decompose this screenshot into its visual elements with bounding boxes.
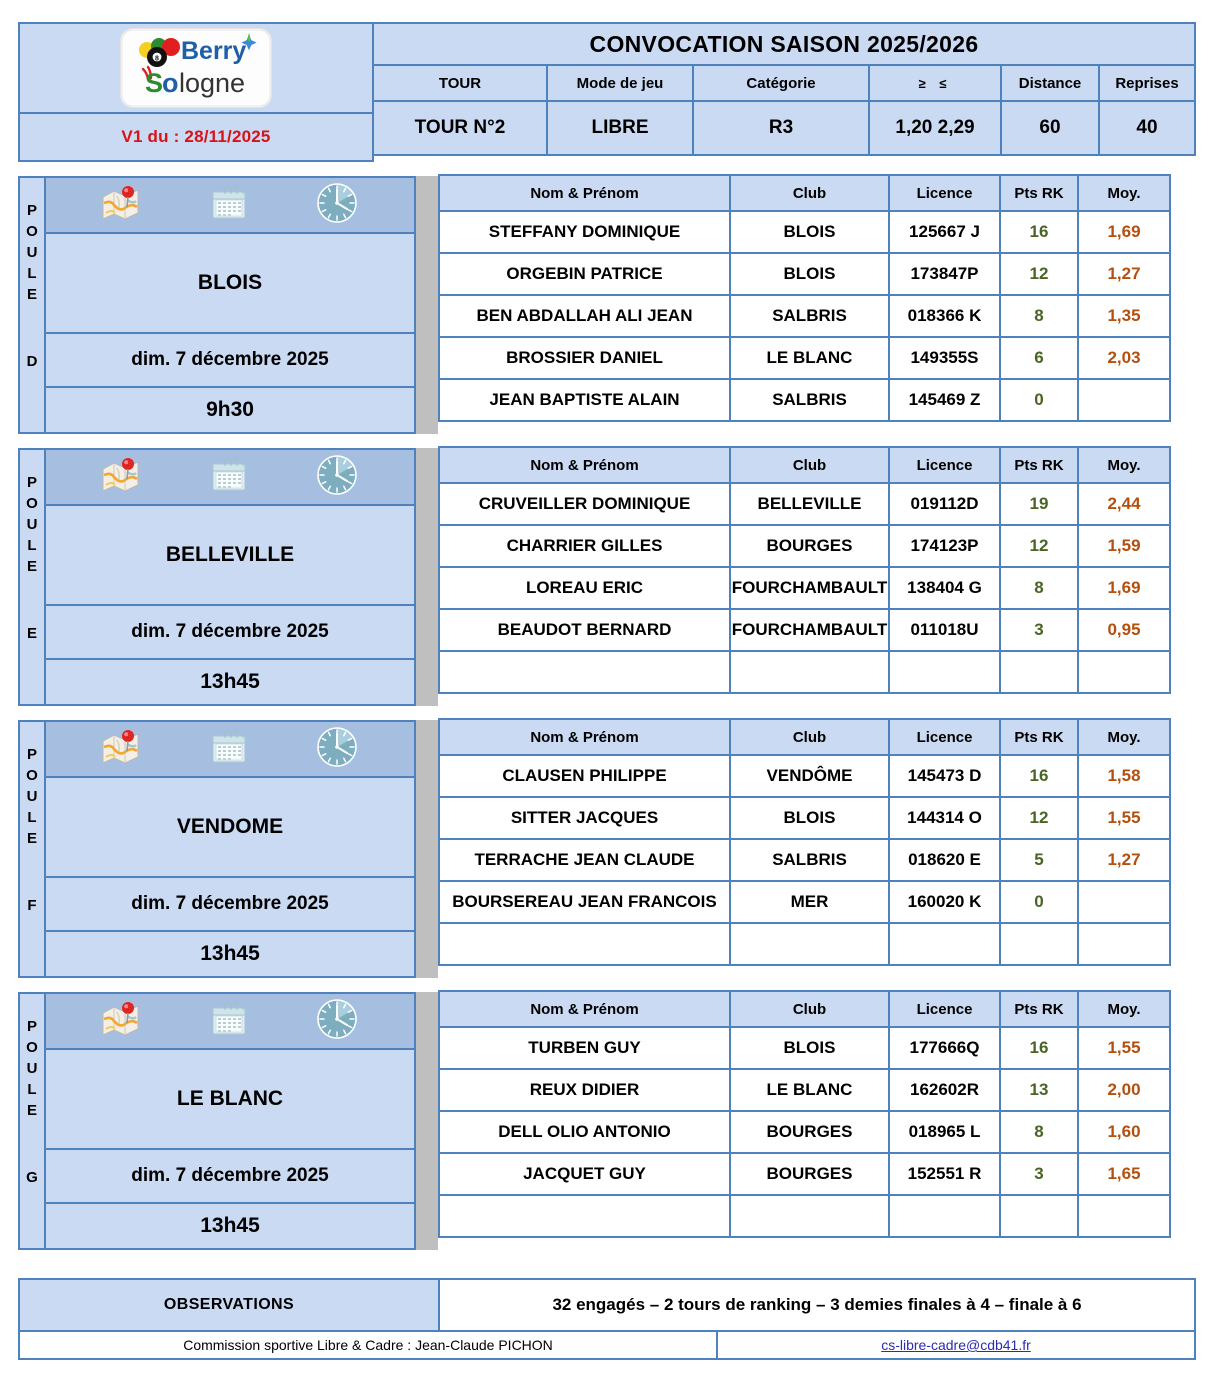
poules-container — [0, 176, 1214, 1264]
cell-nom — [438, 922, 731, 966]
poule-letters-column — [18, 448, 44, 706]
svg-text:logne: logne — [179, 68, 246, 98]
cell-pts: 3 — [999, 1152, 1079, 1196]
poule-date: dim. 7 décembre 2025 — [44, 334, 416, 388]
poule-letter: F — [27, 897, 37, 914]
cell-moy — [1077, 650, 1171, 694]
header-value-mode: LIBRE — [546, 100, 694, 156]
cell-club: BLOIS — [729, 252, 890, 296]
poule-info-column — [44, 448, 416, 706]
footer-commission: Commission sportive Libre & Cadre : Jean-Claude PICHON — [18, 1332, 718, 1360]
players-header-club: Club — [729, 446, 890, 484]
logo-cell — [18, 22, 374, 114]
cell-licence: 018965 L — [888, 1110, 1001, 1154]
cell-nom: ORGEBIN PATRICE — [438, 252, 731, 296]
cell-club — [729, 650, 890, 694]
players-table — [438, 176, 1196, 434]
cell-moy: 1,27 — [1077, 838, 1171, 882]
table-row[interactable] — [438, 484, 1196, 526]
poule-word: P O U L E — [26, 474, 38, 575]
players-header-moy: Moy. — [1077, 446, 1171, 484]
table-row[interactable] — [438, 568, 1196, 610]
cell-licence: 019112D — [888, 482, 1001, 526]
clock-icon — [314, 996, 360, 1047]
header-value-tour: TOUR N°2 — [372, 100, 548, 156]
cell-club: BOURGES — [729, 1152, 890, 1196]
table-row[interactable] — [438, 840, 1196, 882]
table-row[interactable] — [438, 882, 1196, 924]
svg-text:8: 8 — [155, 55, 159, 63]
players-header-pts: Pts RK — [999, 718, 1079, 756]
map-pin-icon — [100, 727, 144, 772]
poule-letter: E — [26, 625, 37, 642]
cell-pts — [999, 650, 1079, 694]
players-table — [438, 448, 1196, 706]
poule-time: 13h45 — [44, 660, 416, 706]
cell-nom: DELL OLIO ANTONIO — [438, 1110, 731, 1154]
cell-pts: 0 — [999, 880, 1079, 924]
poule-venue: VENDOME — [44, 778, 416, 878]
cell-licence: 011018U — [888, 608, 1001, 652]
cell-club: BOURGES — [729, 524, 890, 568]
poule-venue: BLOIS — [44, 234, 416, 334]
cell-moy: 1,59 — [1077, 524, 1171, 568]
players-header-moy: Moy. — [1077, 990, 1171, 1028]
table-row[interactable] — [438, 526, 1196, 568]
players-header-club: Club — [729, 718, 890, 756]
section-divider — [416, 176, 438, 434]
cell-pts: 5 — [999, 838, 1079, 882]
cell-nom: BROSSIER DANIEL — [438, 336, 731, 380]
cell-pts: 13 — [999, 1068, 1079, 1112]
cell-licence: 138404 G — [888, 566, 1001, 610]
clock-icon — [314, 452, 360, 503]
cell-licence: 144314 O — [888, 796, 1001, 840]
cell-nom: REUX DIDIER — [438, 1068, 731, 1112]
cell-moy: 2,03 — [1077, 336, 1171, 380]
cell-moy: 1,69 — [1077, 210, 1171, 254]
observations-row — [18, 1278, 1196, 1332]
players-header-pts: Pts RK — [999, 990, 1079, 1028]
table-row[interactable] — [438, 1070, 1196, 1112]
cell-moy: 1,60 — [1077, 1110, 1171, 1154]
cell-nom: JACQUET GUY — [438, 1152, 731, 1196]
observations-text: 32 engagés – 2 tours de ranking – 3 demies finales à 4 – finale à 6 — [440, 1278, 1196, 1332]
cell-pts: 16 — [999, 754, 1079, 798]
cell-club: BLOIS — [729, 796, 890, 840]
cell-licence: 174123P — [888, 524, 1001, 568]
cell-club: SALBRIS — [729, 378, 890, 422]
players-header-row — [438, 176, 1196, 212]
poule-block — [18, 992, 1196, 1250]
cell-licence: 173847P — [888, 252, 1001, 296]
header-label-mode: Mode de jeu — [546, 64, 694, 102]
players-header-nom: Nom & Prénom — [438, 446, 731, 484]
cell-club: MER — [729, 880, 890, 924]
svg-text:Berry: Berry — [181, 37, 247, 65]
players-header-row — [438, 992, 1196, 1028]
cell-nom — [438, 1194, 731, 1238]
players-header-row — [438, 720, 1196, 756]
section-divider — [416, 720, 438, 978]
poule-block — [18, 176, 1196, 434]
poule-info-column — [44, 720, 416, 978]
cell-moy: 0,95 — [1077, 608, 1171, 652]
cell-licence — [888, 650, 1001, 694]
cell-pts: 12 — [999, 524, 1079, 568]
cell-pts — [999, 922, 1079, 966]
table-row[interactable] — [438, 212, 1196, 254]
poule-date: dim. 7 décembre 2025 — [44, 606, 416, 660]
poule-word: P O U L E — [26, 202, 38, 303]
players-table — [438, 720, 1196, 978]
cell-nom: CLAUSEN PHILIPPE — [438, 754, 731, 798]
poule-icons-row — [44, 176, 416, 234]
cell-pts: 8 — [999, 566, 1079, 610]
cell-pts: 3 — [999, 608, 1079, 652]
svg-text:o: o — [162, 68, 179, 98]
poule-date: dim. 7 décembre 2025 — [44, 878, 416, 932]
cell-club — [729, 922, 890, 966]
header-column-labels — [372, 66, 1196, 102]
cell-moy: 1,27 — [1077, 252, 1171, 296]
table-row[interactable] — [438, 924, 1196, 966]
calendar-icon — [209, 183, 249, 228]
cell-pts: 16 — [999, 1026, 1079, 1070]
poule-word: P O U L E — [26, 1018, 38, 1119]
players-table — [438, 992, 1196, 1250]
cell-moy — [1077, 880, 1171, 924]
poule-letter: D — [26, 353, 38, 370]
header-label-categorie: Catégorie — [692, 64, 870, 102]
convocation-page — [0, 22, 1214, 1378]
cell-nom: TERRACHE JEAN CLAUDE — [438, 838, 731, 882]
poule-spacer — [0, 1250, 1214, 1264]
poule-block — [18, 720, 1196, 978]
header-value-minmax: 1,20 2,29 — [868, 100, 1002, 156]
cell-moy: 1,69 — [1077, 566, 1171, 610]
cell-pts: 12 — [999, 796, 1079, 840]
cell-club — [729, 1194, 890, 1238]
cell-moy: 1,65 — [1077, 1152, 1171, 1196]
cell-pts: 8 — [999, 1110, 1079, 1154]
cell-nom — [438, 650, 731, 694]
header-column-values — [372, 102, 1196, 156]
version-label: V1 du : 28/11/2025 — [18, 114, 374, 162]
header-value-distance: 60 — [1000, 100, 1100, 156]
cell-moy: 2,44 — [1077, 482, 1171, 526]
poule-block — [18, 448, 1196, 706]
cell-licence — [888, 922, 1001, 966]
table-row[interactable] — [438, 254, 1196, 296]
cell-pts: 12 — [999, 252, 1079, 296]
cell-club: BLOIS — [729, 1026, 890, 1070]
cell-pts: 6 — [999, 336, 1079, 380]
cell-licence: 162602R — [888, 1068, 1001, 1112]
cell-nom: STEFFANY DOMINIQUE — [438, 210, 731, 254]
map-pin-icon — [100, 455, 144, 500]
cell-licence: 160020 K — [888, 880, 1001, 924]
table-row[interactable] — [438, 652, 1196, 694]
cell-moy: 2,00 — [1077, 1068, 1171, 1112]
cell-nom: SITTER JACQUES — [438, 796, 731, 840]
cell-licence: 149355S — [888, 336, 1001, 380]
players-header-pts: Pts RK — [999, 174, 1079, 212]
cell-moy — [1077, 1194, 1171, 1238]
players-header-licence: Licence — [888, 174, 1001, 212]
table-row[interactable] — [438, 338, 1196, 380]
poule-word: P O U L E — [26, 746, 38, 847]
cell-moy: 1,35 — [1077, 294, 1171, 338]
players-header-pts: Pts RK — [999, 446, 1079, 484]
players-header-nom: Nom & Prénom — [438, 990, 731, 1028]
cell-licence: 177666Q — [888, 1026, 1001, 1070]
calendar-icon — [209, 455, 249, 500]
cell-nom: CHARRIER GILLES — [438, 524, 731, 568]
cell-nom: JEAN BAPTISTE ALAIN — [438, 378, 731, 422]
header-value-reprises: 40 — [1098, 100, 1196, 156]
cell-licence: 018366 K — [888, 294, 1001, 338]
cell-moy: 1,58 — [1077, 754, 1171, 798]
cell-club: SALBRIS — [729, 294, 890, 338]
logo-block — [18, 22, 374, 162]
cell-licence: 018620 E — [888, 838, 1001, 882]
cell-nom: TURBEN GUY — [438, 1026, 731, 1070]
header-value-categorie: R3 — [692, 100, 870, 156]
poule-letters-column — [18, 992, 44, 1250]
header-label-reprises: Reprises — [1098, 64, 1196, 102]
cell-pts: 19 — [999, 482, 1079, 526]
cell-nom: BEN ABDALLAH ALI JEAN — [438, 294, 731, 338]
poule-letter: G — [26, 1169, 38, 1186]
table-row[interactable] — [438, 610, 1196, 652]
header-label-tour: TOUR — [372, 64, 548, 102]
cell-pts: 8 — [999, 294, 1079, 338]
document-header — [18, 22, 1196, 162]
players-header-licence: Licence — [888, 446, 1001, 484]
header-label-minmax: ≥ ≤ — [918, 75, 952, 91]
cell-moy — [1077, 378, 1171, 422]
map-pin-icon — [100, 999, 144, 1044]
observations-label: OBSERVATIONS — [18, 1278, 440, 1332]
page-title: CONVOCATION SAISON 2025/2026 — [372, 22, 1196, 66]
cell-nom: LOREAU ERIC — [438, 566, 731, 610]
poule-time: 13h45 — [44, 932, 416, 978]
map-pin-icon — [100, 183, 144, 228]
section-divider — [416, 992, 438, 1250]
berry-sologne-logo-icon — [121, 29, 271, 107]
cell-pts — [999, 1194, 1079, 1238]
header-table — [372, 22, 1196, 162]
cell-moy — [1077, 922, 1171, 966]
poule-icons-row — [44, 992, 416, 1050]
section-divider — [416, 448, 438, 706]
cell-club: LE BLANC — [729, 336, 890, 380]
cell-nom: CRUVEILLER DOMINIQUE — [438, 482, 731, 526]
clock-icon — [314, 180, 360, 231]
cell-club: FOURCHAMBAULT — [729, 608, 890, 652]
table-row[interactable] — [438, 756, 1196, 798]
poule-info-column — [44, 176, 416, 434]
poule-info-column — [44, 992, 416, 1250]
calendar-icon — [209, 999, 249, 1044]
poule-time: 9h30 — [44, 388, 416, 434]
poule-venue: BELLEVILLE — [44, 506, 416, 606]
table-row[interactable] — [438, 1154, 1196, 1196]
table-row[interactable] — [438, 296, 1196, 338]
players-header-row — [438, 448, 1196, 484]
cell-licence: 125667 J — [888, 210, 1001, 254]
cell-club: BLOIS — [729, 210, 890, 254]
cell-pts: 16 — [999, 210, 1079, 254]
cell-licence: 145469 Z — [888, 378, 1001, 422]
cell-moy: 1,55 — [1077, 1026, 1171, 1070]
poule-letters-column — [18, 720, 44, 978]
poule-date: dim. 7 décembre 2025 — [44, 1150, 416, 1204]
svg-text:S: S — [145, 68, 164, 98]
players-header-moy: Moy. — [1077, 718, 1171, 756]
clock-icon — [314, 724, 360, 775]
table-row[interactable] — [438, 380, 1196, 422]
cell-club: FOURCHAMBAULT — [729, 566, 890, 610]
players-header-club: Club — [729, 990, 890, 1028]
cell-club: SALBRIS — [729, 838, 890, 882]
players-header-nom: Nom & Prénom — [438, 718, 731, 756]
table-row[interactable] — [438, 1112, 1196, 1154]
players-header-nom: Nom & Prénom — [438, 174, 731, 212]
table-row[interactable] — [438, 798, 1196, 840]
cell-pts: 0 — [999, 378, 1079, 422]
players-header-licence: Licence — [888, 718, 1001, 756]
cell-club: LE BLANC — [729, 1068, 890, 1112]
poule-venue: LE BLANC — [44, 1050, 416, 1150]
cell-nom: BOURSEREAU JEAN FRANCOIS — [438, 880, 731, 924]
cell-club: BELLEVILLE — [729, 482, 890, 526]
calendar-icon — [209, 727, 249, 772]
poule-icons-row — [44, 448, 416, 506]
cell-nom: BEAUDOT BERNARD — [438, 608, 731, 652]
header-label-distance: Distance — [1000, 64, 1100, 102]
table-row[interactable] — [438, 1028, 1196, 1070]
table-row[interactable] — [438, 1196, 1196, 1238]
cell-moy: 1,55 — [1077, 796, 1171, 840]
players-header-moy: Moy. — [1077, 174, 1171, 212]
footer-email-link[interactable]: cs-libre-cadre@cdb41.fr — [718, 1332, 1196, 1360]
cell-club: VENDÔME — [729, 754, 890, 798]
players-header-club: Club — [729, 174, 890, 212]
players-header-licence: Licence — [888, 990, 1001, 1028]
cell-licence — [888, 1194, 1001, 1238]
cell-club: BOURGES — [729, 1110, 890, 1154]
poule-icons-row — [44, 720, 416, 778]
cell-licence: 152551 R — [888, 1152, 1001, 1196]
poule-letters-column — [18, 176, 44, 434]
cell-licence: 145473 D — [888, 754, 1001, 798]
poule-time: 13h45 — [44, 1204, 416, 1250]
